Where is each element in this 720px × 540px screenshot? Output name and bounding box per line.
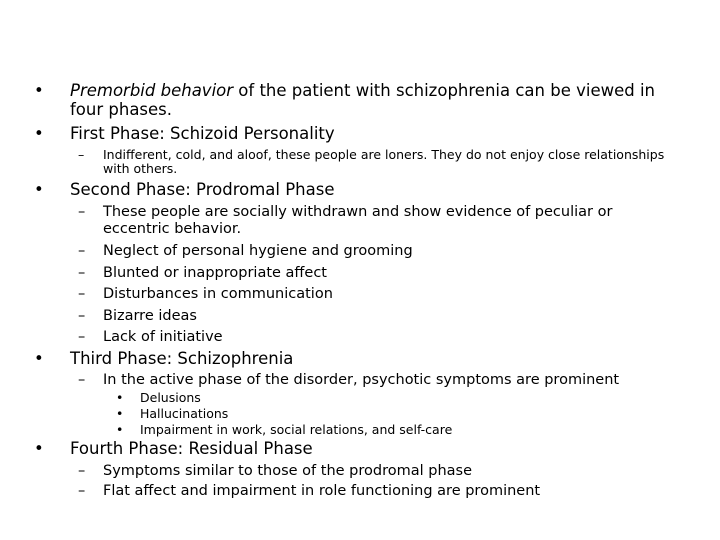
bullet-marker: • (34, 81, 44, 100)
bullet-marker: • (34, 180, 44, 199)
dash-marker: – (78, 308, 86, 324)
dash-marker: – (78, 463, 86, 479)
phase2-sub1-line-1: These people are socially withdrawn and show evidence of peculiar or (103, 204, 613, 220)
phase2-sub1-line-2: eccentric behavior. (103, 221, 242, 237)
phase3-sub1: In the active phase of the disorder, psychotic symptoms are prominent (103, 372, 620, 388)
dash-marker: – (78, 265, 86, 281)
intro-line-1 (70, 81, 655, 101)
phase2-sub2: Neglect of personal hygiene and grooming (103, 243, 413, 259)
phase4-sub1: Symptoms similar to those of the prodromal phase (103, 463, 473, 479)
phase2-sub4: Disturbances in communication (103, 286, 333, 302)
phase3-heading: Third Phase: Schizophrenia (70, 349, 294, 368)
phase3-detail1: Delusions (140, 390, 201, 405)
dash-marker: – (78, 372, 86, 388)
phase3-detail3: Impairment in work, social relations, and self-care (140, 422, 453, 437)
phase2-heading: Second Phase: Prodromal Phase (70, 180, 335, 199)
phase3-detail2: Hallucinations (140, 406, 229, 421)
dash-marker: – (78, 147, 85, 162)
phase2-sub6: Lack of initiative (103, 329, 223, 345)
intro-line-1-rest: of the patient with schizophrenia can be viewed in (233, 81, 656, 100)
phase1-sub1-line-1: Indifferent, cold, and aloof, these people are loners. They do not enjoy close relationships (103, 147, 665, 162)
phase2-sub5: Bizarre ideas (103, 308, 197, 324)
phase1-sub1-line-2: with others. (103, 161, 178, 176)
dash-marker: – (78, 329, 86, 345)
bullet-marker: • (34, 439, 44, 458)
bullet-marker: • (34, 349, 44, 368)
bullet-marker: • (34, 124, 44, 143)
dash-marker: – (78, 204, 86, 220)
phase4-heading: Fourth Phase: Residual Phase (70, 439, 313, 458)
bullet-marker: • (116, 422, 124, 437)
dash-marker: – (78, 483, 86, 499)
bullet-marker: • (116, 406, 124, 421)
intro-emphasis: Premorbid behavior (70, 81, 234, 100)
dash-marker: – (78, 286, 86, 302)
phase4-sub2: Flat affect and impairment in role functioning are prominent (103, 483, 541, 499)
bullet-marker: • (116, 390, 124, 405)
intro-line-2: four phases. (70, 100, 173, 119)
dash-marker: – (78, 243, 86, 259)
phase1-heading: First Phase: Schizoid Personality (70, 124, 335, 143)
phase2-sub3: Blunted or inappropriate affect (103, 265, 327, 281)
